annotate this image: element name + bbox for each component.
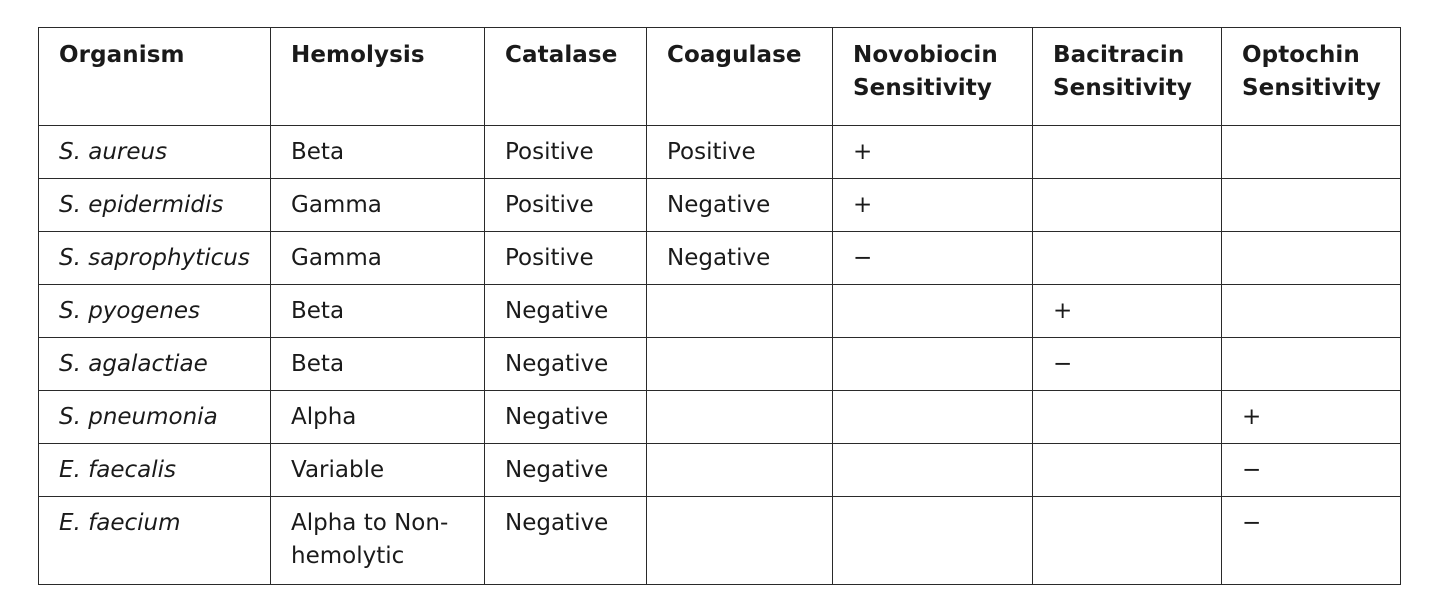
cell-optochin: + — [1222, 391, 1401, 444]
cell-catalase: Negative — [485, 285, 647, 338]
cell-coagulase — [647, 285, 833, 338]
cell-catalase: Positive — [485, 232, 647, 285]
cell-organism: S. pneumonia — [39, 391, 271, 444]
cell-bacitracin — [1033, 444, 1222, 497]
cell-organism: S. saprophyticus — [39, 232, 271, 285]
cell-catalase: Negative — [485, 338, 647, 391]
cell-bacitracin: + — [1033, 285, 1222, 338]
cell-bacitracin: − — [1033, 338, 1222, 391]
cell-hemolysis: Gamma — [271, 179, 485, 232]
table-row — [39, 444, 1401, 497]
cell-catalase: Negative — [485, 391, 647, 444]
cell-coagulase: Negative — [647, 179, 833, 232]
cell-coagulase — [647, 338, 833, 391]
table-row — [39, 285, 1401, 338]
cell-organism: S. pyogenes — [39, 285, 271, 338]
cell-novobiocin — [833, 391, 1033, 444]
table-body — [39, 126, 1401, 585]
header-bacitracin: Bacitracin Sensitivity — [1033, 28, 1222, 126]
cell-novobiocin: + — [833, 126, 1033, 179]
cell-organism: S. agalactiae — [39, 338, 271, 391]
cell-hemolysis: Variable — [271, 444, 485, 497]
cell-organism: S. epidermidis — [39, 179, 271, 232]
table-row — [39, 232, 1401, 285]
organism-identification-table — [38, 27, 1401, 585]
cell-organism: E. faecium — [39, 497, 271, 585]
cell-novobiocin — [833, 444, 1033, 497]
table-row — [39, 338, 1401, 391]
cell-novobiocin — [833, 497, 1033, 585]
header-organism: Organism — [39, 28, 271, 126]
table-row — [39, 126, 1401, 179]
cell-bacitracin — [1033, 179, 1222, 232]
cell-catalase: Positive — [485, 126, 647, 179]
cell-novobiocin: + — [833, 179, 1033, 232]
cell-novobiocin: − — [833, 232, 1033, 285]
cell-bacitracin — [1033, 497, 1222, 585]
cell-catalase: Negative — [485, 497, 647, 585]
cell-hemolysis: Beta — [271, 126, 485, 179]
cell-hemolysis: Alpha — [271, 391, 485, 444]
cell-optochin — [1222, 179, 1401, 232]
cell-catalase: Negative — [485, 444, 647, 497]
header-row — [39, 28, 1401, 126]
header-novobiocin: Novobiocin Sensitivity — [833, 28, 1033, 126]
cell-bacitracin — [1033, 391, 1222, 444]
header-hemolysis: Hemolysis — [271, 28, 485, 126]
table-header — [39, 28, 1401, 126]
cell-optochin — [1222, 338, 1401, 391]
cell-hemolysis: Gamma — [271, 232, 485, 285]
cell-coagulase — [647, 444, 833, 497]
cell-bacitracin — [1033, 232, 1222, 285]
cell-optochin — [1222, 285, 1401, 338]
cell-coagulase — [647, 391, 833, 444]
table-row — [39, 391, 1401, 444]
cell-catalase: Positive — [485, 179, 647, 232]
table-row — [39, 497, 1401, 585]
cell-coagulase: Negative — [647, 232, 833, 285]
cell-optochin: − — [1222, 444, 1401, 497]
cell-optochin: − — [1222, 497, 1401, 585]
cell-optochin — [1222, 232, 1401, 285]
cell-novobiocin — [833, 285, 1033, 338]
header-optochin: Optochin Sensitivity — [1222, 28, 1401, 126]
header-catalase: Catalase — [485, 28, 647, 126]
cell-hemolysis: Beta — [271, 285, 485, 338]
header-coagulase: Coagulase — [647, 28, 833, 126]
cell-organism: E. faecalis — [39, 444, 271, 497]
cell-bacitracin — [1033, 126, 1222, 179]
cell-hemolysis: Alpha to Non-hemolytic — [271, 497, 485, 585]
cell-optochin — [1222, 126, 1401, 179]
cell-hemolysis: Beta — [271, 338, 485, 391]
cell-novobiocin — [833, 338, 1033, 391]
cell-coagulase — [647, 497, 833, 585]
cell-organism: S. aureus — [39, 126, 271, 179]
cell-coagulase: Positive — [647, 126, 833, 179]
table-row — [39, 179, 1401, 232]
